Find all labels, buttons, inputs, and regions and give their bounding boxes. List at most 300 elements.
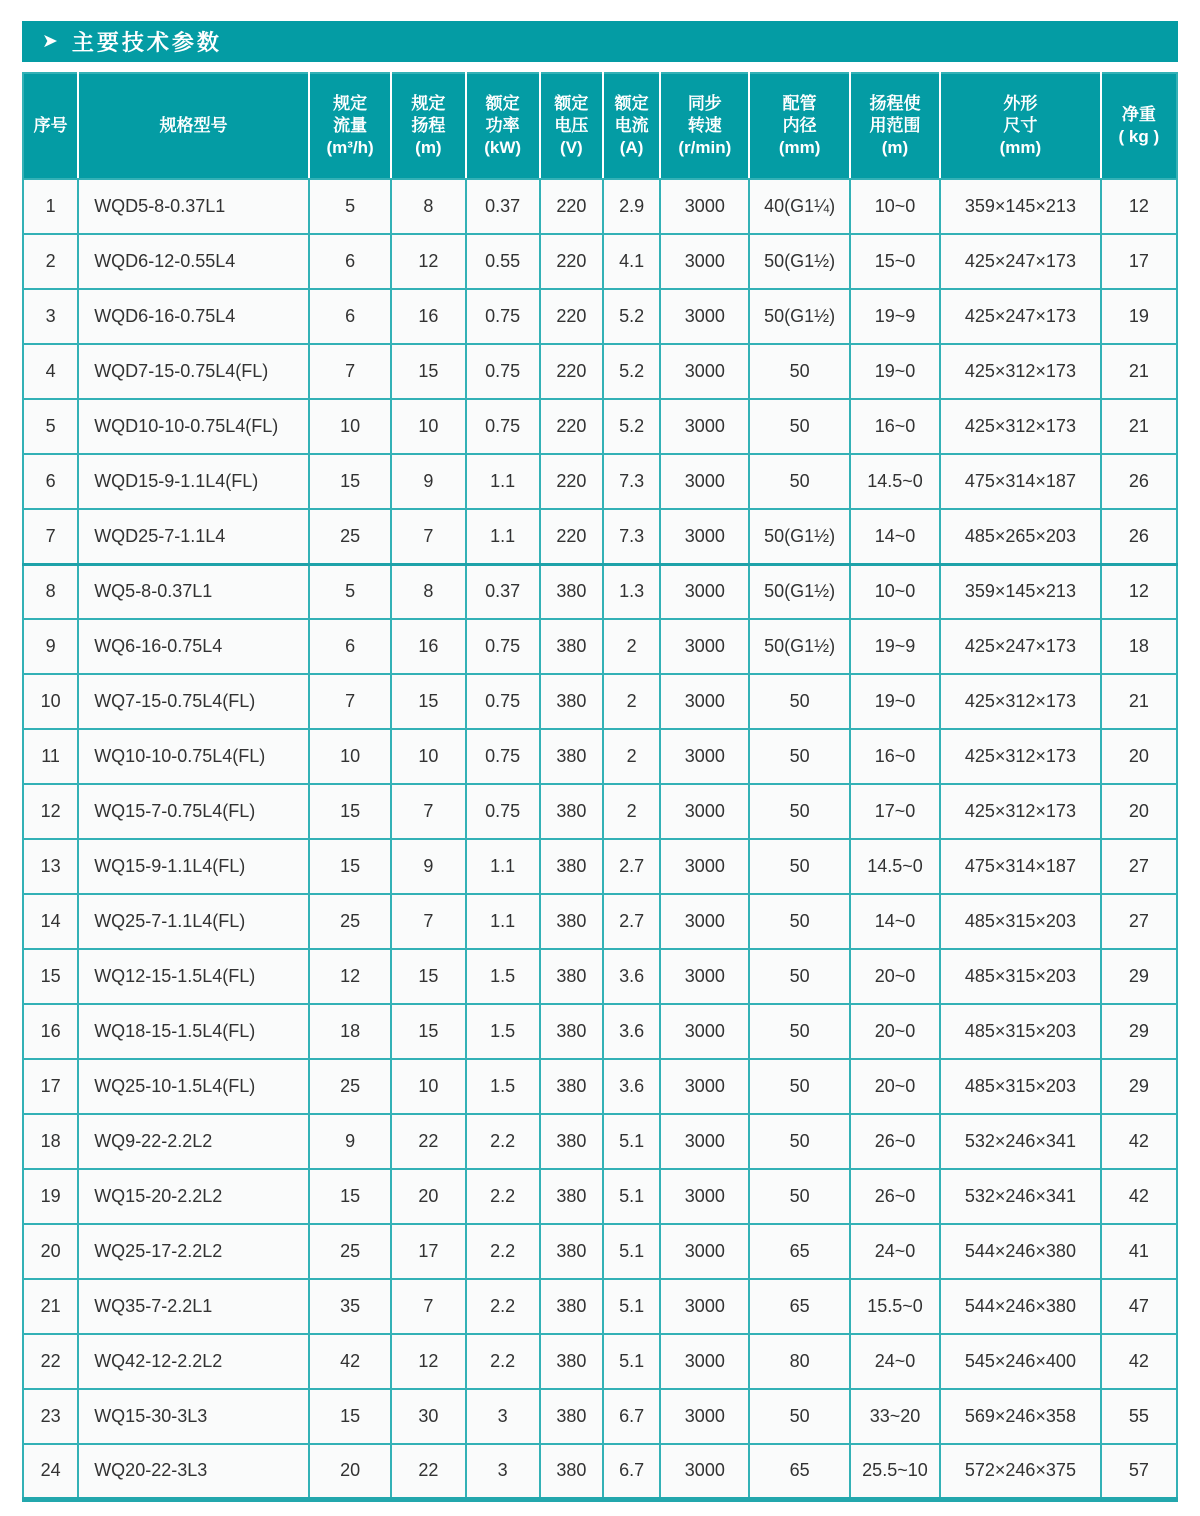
speed-cell: 3000	[660, 1114, 749, 1169]
model-cell: WQ25-10-1.5L4(FL)	[78, 1059, 309, 1114]
xuhao-cell: 7	[23, 509, 78, 564]
flow-cell: 35	[309, 1279, 391, 1334]
head-cell: 12	[391, 234, 465, 289]
voltage-cell: 380	[540, 1334, 603, 1389]
pipe-cell: 40(G1¼)	[749, 179, 849, 234]
speed-cell: 3000	[660, 1334, 749, 1389]
power-cell: 0.55	[466, 234, 540, 289]
pipe-cell: 65	[749, 1279, 849, 1334]
speed-cell: 3000	[660, 894, 749, 949]
head-range-cell: 24~0	[850, 1334, 940, 1389]
header-line: 功率	[485, 115, 520, 135]
pipe-cell: 50	[749, 344, 849, 399]
table-row	[23, 1059, 1177, 1114]
column-header-head	[391, 73, 465, 179]
dimensions-cell: 425×312×173	[940, 729, 1101, 784]
head-cell: 20	[391, 1169, 465, 1224]
flow-cell: 5	[309, 564, 391, 619]
pipe-cell: 50	[749, 839, 849, 894]
current-cell: 2	[603, 784, 660, 839]
xuhao-cell: 22	[23, 1334, 78, 1389]
current-cell: 1.3	[603, 564, 660, 619]
current-cell: 2	[603, 674, 660, 729]
current-cell: 5.1	[603, 1224, 660, 1279]
speed-cell: 3000	[660, 399, 749, 454]
current-cell: 5.2	[603, 289, 660, 344]
head-cell: 10	[391, 399, 465, 454]
header-line: 流量	[333, 115, 368, 135]
model-cell: WQ10-10-0.75L4(FL)	[78, 729, 309, 784]
voltage-cell: 220	[540, 509, 603, 564]
weight-cell: 27	[1101, 839, 1177, 894]
power-cell: 3	[466, 1444, 540, 1499]
pipe-cell: 50	[749, 894, 849, 949]
flow-cell: 18	[309, 1004, 391, 1059]
head-cell: 12	[391, 1334, 465, 1389]
dimensions-cell: 485×265×203	[940, 509, 1101, 564]
weight-cell: 26	[1101, 454, 1177, 509]
flow-cell: 25	[309, 1059, 391, 1114]
flow-cell: 15	[309, 1389, 391, 1444]
model-cell: WQ5-8-0.37L1	[78, 564, 309, 619]
head-cell: 22	[391, 1444, 465, 1499]
model-cell: WQD15-9-1.1L4(FL)	[78, 454, 309, 509]
current-cell: 7.3	[603, 454, 660, 509]
current-cell: 3.6	[603, 1059, 660, 1114]
head-range-cell: 14.5~0	[850, 454, 940, 509]
dimensions-cell: 569×246×358	[940, 1389, 1101, 1444]
voltage-cell: 380	[540, 1389, 603, 1444]
current-cell: 5.1	[603, 1169, 660, 1224]
power-cell: 0.75	[466, 619, 540, 674]
weight-cell: 55	[1101, 1389, 1177, 1444]
head-cell: 30	[391, 1389, 465, 1444]
speed-cell: 3000	[660, 949, 749, 1004]
power-cell: 2.2	[466, 1169, 540, 1224]
table-row	[23, 619, 1177, 674]
head-cell: 15	[391, 949, 465, 1004]
flow-cell: 25	[309, 509, 391, 564]
power-cell: 0.37	[466, 564, 540, 619]
flow-cell: 6	[309, 234, 391, 289]
current-cell: 2.7	[603, 839, 660, 894]
head-range-cell: 25.5~10	[850, 1444, 940, 1499]
speed-cell: 3000	[660, 454, 749, 509]
header-line: (mm)	[999, 138, 1042, 158]
flow-cell: 15	[309, 784, 391, 839]
model-cell: WQ18-15-1.5L4(FL)	[78, 1004, 309, 1059]
column-header-head-range	[850, 73, 940, 179]
pipe-cell: 50(G1½)	[749, 509, 849, 564]
current-cell: 5.1	[603, 1114, 660, 1169]
power-cell: 0.75	[466, 729, 540, 784]
weight-cell: 18	[1101, 619, 1177, 674]
dimensions-cell: 572×246×375	[940, 1444, 1101, 1499]
table-row	[23, 729, 1177, 784]
speed-cell: 3000	[660, 1059, 749, 1114]
dimensions-cell: 425×247×173	[940, 234, 1101, 289]
header-line: 尺寸	[1003, 115, 1038, 135]
header-line: (kW)	[484, 138, 522, 158]
power-cell: 1.5	[466, 949, 540, 1004]
weight-cell: 57	[1101, 1444, 1177, 1499]
table-row	[23, 1279, 1177, 1334]
model-cell: WQD7-15-0.75L4(FL)	[78, 344, 309, 399]
xuhao-cell: 12	[23, 784, 78, 839]
current-cell: 6.7	[603, 1389, 660, 1444]
header-line: 扬程使	[869, 93, 921, 113]
model-cell: WQ7-15-0.75L4(FL)	[78, 674, 309, 729]
pipe-cell: 50	[749, 674, 849, 729]
dimensions-cell: 532×246×341	[940, 1169, 1101, 1224]
table-row	[23, 289, 1177, 344]
spec-table	[22, 72, 1178, 1502]
header-line: 规格型号	[159, 115, 228, 135]
pipe-cell: 50	[749, 399, 849, 454]
header-line: 配管	[782, 93, 817, 113]
head-cell: 8	[391, 564, 465, 619]
header-line: (A)	[619, 138, 644, 158]
dimensions-cell: 485×315×203	[940, 1004, 1101, 1059]
head-cell: 15	[391, 1004, 465, 1059]
table-header	[23, 73, 1177, 179]
table-row	[23, 894, 1177, 949]
power-cell: 1.5	[466, 1004, 540, 1059]
dimensions-cell: 544×246×380	[940, 1224, 1101, 1279]
head-cell: 16	[391, 619, 465, 674]
column-header-dimensions	[940, 73, 1101, 179]
dimensions-cell: 359×145×213	[940, 564, 1101, 619]
table-row	[23, 949, 1177, 1004]
pipe-cell: 50	[749, 949, 849, 1004]
xuhao-cell: 16	[23, 1004, 78, 1059]
head-range-cell: 15.5~0	[850, 1279, 940, 1334]
weight-cell: 21	[1101, 399, 1177, 454]
xuhao-cell: 9	[23, 619, 78, 674]
speed-cell: 3000	[660, 1004, 749, 1059]
voltage-cell: 380	[540, 1169, 603, 1224]
weight-cell: 29	[1101, 1059, 1177, 1114]
xuhao-cell: 17	[23, 1059, 78, 1114]
model-cell: WQ42-12-2.2L2	[78, 1334, 309, 1389]
model-cell: WQ9-22-2.2L2	[78, 1114, 309, 1169]
pipe-cell: 65	[749, 1444, 849, 1499]
head-range-cell: 17~0	[850, 784, 940, 839]
power-cell: 1.1	[466, 509, 540, 564]
pipe-cell: 50(G1½)	[749, 564, 849, 619]
section-title-bar	[22, 21, 1178, 62]
pipe-cell: 50	[749, 1169, 849, 1224]
power-cell: 1.1	[466, 839, 540, 894]
head-range-cell: 14.5~0	[850, 839, 940, 894]
head-cell: 7	[391, 894, 465, 949]
column-header-xuhao	[23, 73, 78, 179]
header-line: 内径	[782, 115, 817, 135]
head-range-cell: 26~0	[850, 1169, 940, 1224]
speed-cell: 3000	[660, 234, 749, 289]
flow-cell: 25	[309, 1224, 391, 1279]
head-cell: 9	[391, 839, 465, 894]
header-line: 额定	[554, 93, 589, 113]
model-cell: WQ15-20-2.2L2	[78, 1169, 309, 1224]
weight-cell: 42	[1101, 1114, 1177, 1169]
head-range-cell: 19~9	[850, 619, 940, 674]
header-line: 用范围	[869, 115, 921, 135]
header-line: 扬程	[411, 115, 446, 135]
column-header-current	[603, 73, 660, 179]
power-cell: 1.1	[466, 454, 540, 509]
voltage-cell: 220	[540, 179, 603, 234]
weight-cell: 26	[1101, 509, 1177, 564]
head-range-cell: 20~0	[850, 949, 940, 1004]
speed-cell: 3000	[660, 1279, 749, 1334]
weight-cell: 27	[1101, 894, 1177, 949]
table-row	[23, 1224, 1177, 1279]
header-line: 电压	[554, 115, 589, 135]
flow-cell: 6	[309, 619, 391, 674]
head-cell: 8	[391, 179, 465, 234]
xuhao-cell: 18	[23, 1114, 78, 1169]
model-cell: WQD6-12-0.55L4	[78, 234, 309, 289]
current-cell: 2.7	[603, 894, 660, 949]
column-header-pipe	[749, 73, 849, 179]
speed-cell: 3000	[660, 344, 749, 399]
table-row	[23, 344, 1177, 399]
xuhao-cell: 14	[23, 894, 78, 949]
xuhao-cell: 11	[23, 729, 78, 784]
head-range-cell: 24~0	[850, 1224, 940, 1279]
pipe-cell: 50	[749, 1114, 849, 1169]
speed-cell: 3000	[660, 1224, 749, 1279]
pipe-cell: 50	[749, 1004, 849, 1059]
flow-cell: 9	[309, 1114, 391, 1169]
current-cell: 2	[603, 619, 660, 674]
head-cell: 10	[391, 729, 465, 784]
xuhao-cell: 4	[23, 344, 78, 399]
voltage-cell: 380	[540, 564, 603, 619]
head-cell: 7	[391, 784, 465, 839]
power-cell: 2.2	[466, 1224, 540, 1279]
table-row	[23, 399, 1177, 454]
header-line: (m)	[415, 138, 442, 158]
voltage-cell: 380	[540, 1004, 603, 1059]
head-range-cell: 16~0	[850, 729, 940, 784]
power-cell: 0.75	[466, 674, 540, 729]
dimensions-cell: 545×246×400	[940, 1334, 1101, 1389]
voltage-cell: 380	[540, 619, 603, 674]
weight-cell: 42	[1101, 1334, 1177, 1389]
model-cell: WQ15-7-0.75L4(FL)	[78, 784, 309, 839]
weight-cell: 42	[1101, 1169, 1177, 1224]
dimensions-cell: 532×246×341	[940, 1114, 1101, 1169]
voltage-cell: 380	[540, 784, 603, 839]
flow-cell: 20	[309, 1444, 391, 1499]
header-line: 外形	[1003, 93, 1038, 113]
pipe-cell: 80	[749, 1334, 849, 1389]
current-cell: 5.2	[603, 344, 660, 399]
pipe-cell: 65	[749, 1224, 849, 1279]
header-line: (mm)	[778, 138, 821, 158]
pipe-cell: 50(G1½)	[749, 234, 849, 289]
dimensions-cell: 475×314×187	[940, 454, 1101, 509]
current-cell: 5.1	[603, 1279, 660, 1334]
header-line: (V)	[560, 138, 583, 158]
flow-cell: 10	[309, 399, 391, 454]
xuhao-cell: 3	[23, 289, 78, 344]
table-row	[23, 1334, 1177, 1389]
pipe-cell: 50	[749, 1389, 849, 1444]
speed-cell: 3000	[660, 509, 749, 564]
voltage-cell: 380	[540, 1279, 603, 1334]
dimensions-cell: 425×312×173	[940, 399, 1101, 454]
power-cell: 0.75	[466, 289, 540, 344]
weight-cell: 17	[1101, 234, 1177, 289]
dimensions-cell: 425×247×173	[940, 289, 1101, 344]
head-cell: 15	[391, 674, 465, 729]
voltage-cell: 220	[540, 454, 603, 509]
head-range-cell: 14~0	[850, 894, 940, 949]
dimensions-cell: 485×315×203	[940, 894, 1101, 949]
dimensions-cell: 485×315×203	[940, 949, 1101, 1004]
head-cell: 9	[391, 454, 465, 509]
header-line: 额定	[614, 93, 649, 113]
speed-cell: 3000	[660, 674, 749, 729]
pipe-cell: 50	[749, 729, 849, 784]
head-range-cell: 20~0	[850, 1004, 940, 1059]
header-line: 转速	[687, 115, 722, 135]
header-line: 净重	[1121, 104, 1156, 124]
current-cell: 2	[603, 729, 660, 784]
voltage-cell: 380	[540, 729, 603, 784]
current-cell: 4.1	[603, 234, 660, 289]
xuhao-cell: 20	[23, 1224, 78, 1279]
flow-cell: 6	[309, 289, 391, 344]
xuhao-cell: 13	[23, 839, 78, 894]
speed-cell: 3000	[660, 729, 749, 784]
voltage-cell: 380	[540, 949, 603, 1004]
header-line: (m)	[881, 138, 909, 158]
table-row	[23, 1114, 1177, 1169]
model-cell: WQ15-9-1.1L4(FL)	[78, 839, 309, 894]
head-range-cell: 14~0	[850, 509, 940, 564]
table-row	[23, 1169, 1177, 1224]
power-cell: 1.1	[466, 894, 540, 949]
model-cell: WQD25-7-1.1L4	[78, 509, 309, 564]
weight-cell: 41	[1101, 1224, 1177, 1279]
header-line: 规定	[333, 93, 368, 113]
arrow-icon: ➤	[42, 31, 58, 52]
current-cell: 6.7	[603, 1444, 660, 1499]
head-range-cell: 19~0	[850, 674, 940, 729]
power-cell: 0.75	[466, 344, 540, 399]
header-row	[23, 73, 1177, 179]
header-line: 同步	[687, 93, 722, 113]
speed-cell: 3000	[660, 179, 749, 234]
current-cell: 2.9	[603, 179, 660, 234]
table-row	[23, 674, 1177, 729]
xuhao-cell: 5	[23, 399, 78, 454]
head-cell: 22	[391, 1114, 465, 1169]
voltage-cell: 380	[540, 894, 603, 949]
table-row	[23, 784, 1177, 839]
head-range-cell: 15~0	[850, 234, 940, 289]
head-cell: 10	[391, 1059, 465, 1114]
flow-cell: 15	[309, 454, 391, 509]
speed-cell: 3000	[660, 289, 749, 344]
column-header-power	[466, 73, 540, 179]
speed-cell: 3000	[660, 1389, 749, 1444]
head-range-cell: 26~0	[850, 1114, 940, 1169]
table-row	[23, 839, 1177, 894]
power-cell: 1.5	[466, 1059, 540, 1114]
speed-cell: 3000	[660, 784, 749, 839]
flow-cell: 7	[309, 344, 391, 399]
model-cell: WQ6-16-0.75L4	[78, 619, 309, 674]
dimensions-cell: 544×246×380	[940, 1279, 1101, 1334]
current-cell: 5.2	[603, 399, 660, 454]
table-row	[23, 564, 1177, 619]
voltage-cell: 380	[540, 1114, 603, 1169]
head-range-cell: 19~9	[850, 289, 940, 344]
head-range-cell: 33~20	[850, 1389, 940, 1444]
dimensions-cell: 425×312×173	[940, 784, 1101, 839]
head-cell: 7	[391, 509, 465, 564]
pipe-cell: 50	[749, 454, 849, 509]
weight-cell: 47	[1101, 1279, 1177, 1334]
speed-cell: 3000	[660, 1169, 749, 1224]
table-row	[23, 1004, 1177, 1059]
flow-cell: 15	[309, 1169, 391, 1224]
column-header-speed	[660, 73, 749, 179]
voltage-cell: 220	[540, 234, 603, 289]
weight-cell: 20	[1101, 784, 1177, 839]
power-cell: 3	[466, 1389, 540, 1444]
power-cell: 2.2	[466, 1334, 540, 1389]
flow-cell: 42	[309, 1334, 391, 1389]
power-cell: 0.37	[466, 179, 540, 234]
dimensions-cell: 425×312×173	[940, 344, 1101, 399]
header-line: (m³/h)	[326, 138, 374, 158]
voltage-cell: 220	[540, 344, 603, 399]
power-cell: 2.2	[466, 1279, 540, 1334]
table-row	[23, 509, 1177, 564]
model-cell: WQ20-22-3L3	[78, 1444, 309, 1499]
model-cell: WQ25-17-2.2L2	[78, 1224, 309, 1279]
xuhao-cell: 6	[23, 454, 78, 509]
model-cell: WQD10-10-0.75L4(FL)	[78, 399, 309, 454]
head-range-cell: 20~0	[850, 1059, 940, 1114]
weight-cell: 29	[1101, 949, 1177, 1004]
weight-cell: 12	[1101, 179, 1177, 234]
weight-cell: 12	[1101, 564, 1177, 619]
xuhao-cell: 2	[23, 234, 78, 289]
table-row	[23, 179, 1177, 234]
model-cell: WQ12-15-1.5L4(FL)	[78, 949, 309, 1004]
model-cell: WQ35-7-2.2L1	[78, 1279, 309, 1334]
head-cell: 15	[391, 344, 465, 399]
speed-cell: 3000	[660, 1444, 749, 1499]
dimensions-cell: 359×145×213	[940, 179, 1101, 234]
current-cell: 3.6	[603, 949, 660, 1004]
header-line: (r/min)	[678, 138, 732, 158]
column-header-flow	[309, 73, 391, 179]
voltage-cell: 380	[540, 1224, 603, 1279]
dimensions-cell: 475×314×187	[940, 839, 1101, 894]
power-cell: 0.75	[466, 399, 540, 454]
power-cell: 0.75	[466, 784, 540, 839]
head-cell: 7	[391, 1279, 465, 1334]
head-range-cell: 16~0	[850, 399, 940, 454]
